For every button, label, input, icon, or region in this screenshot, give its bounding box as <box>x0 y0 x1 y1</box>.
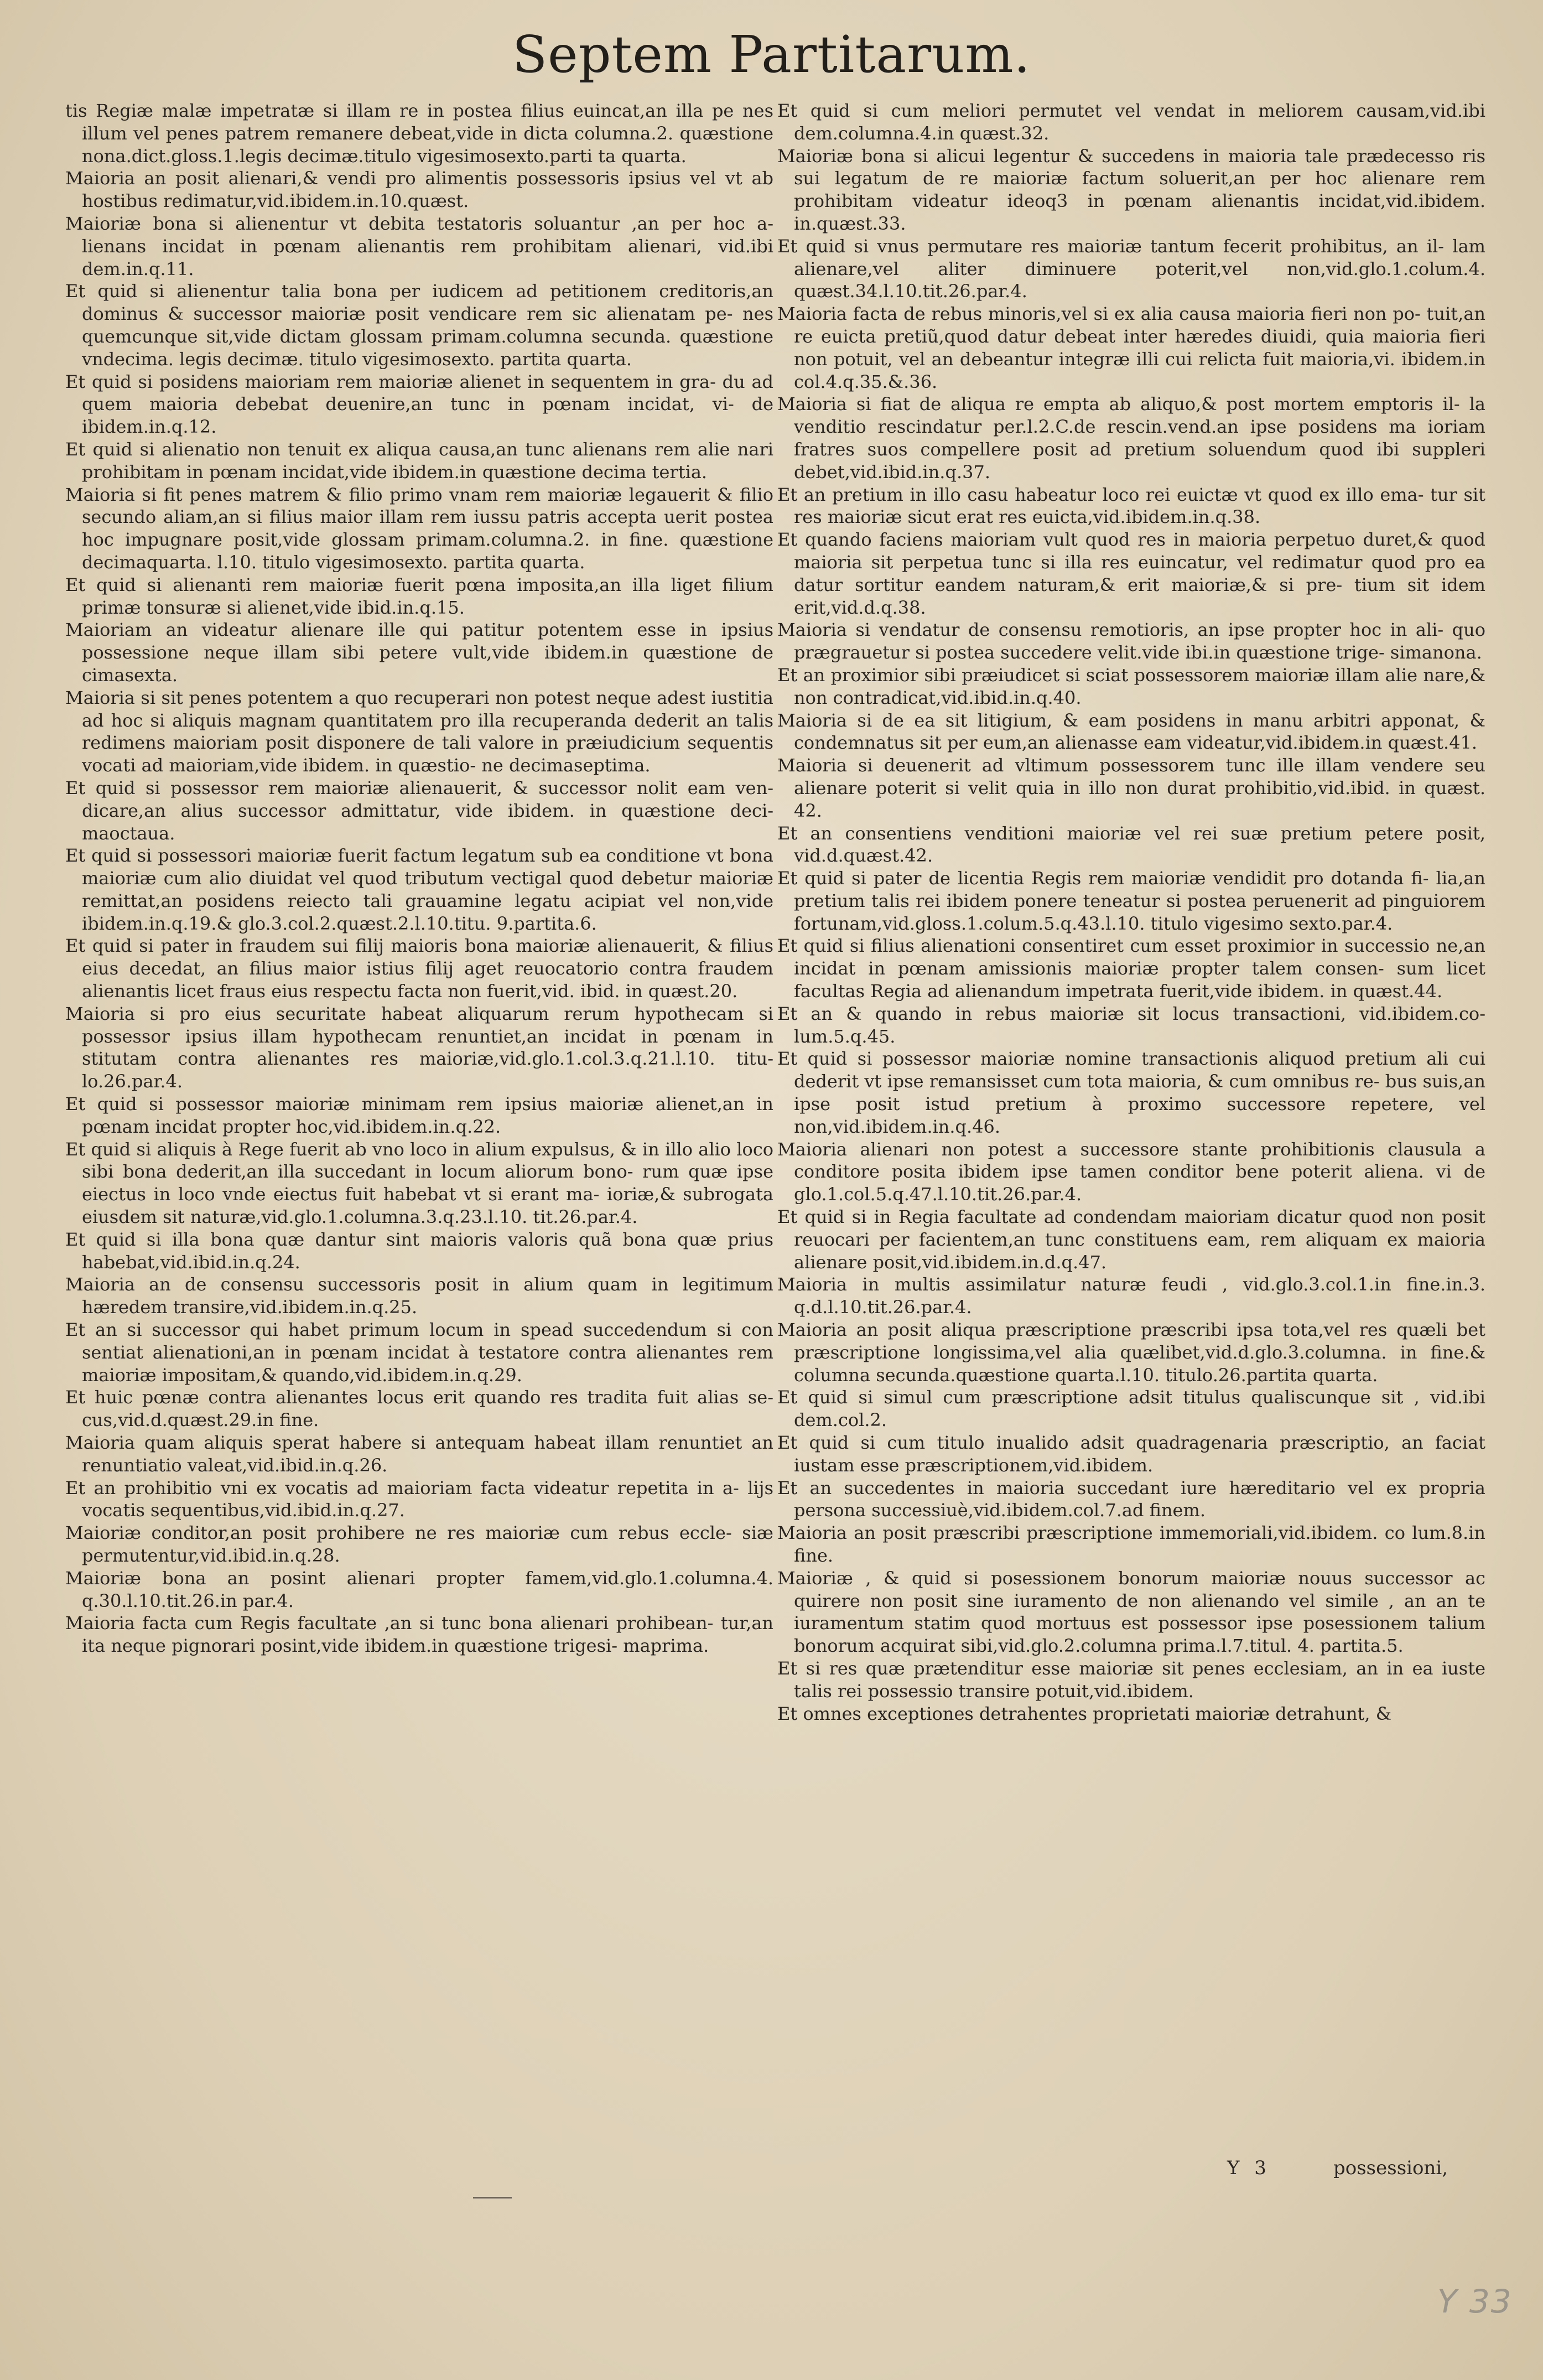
index-entry: Maioria si vendatur de consensu remotioris, an ipse propter hoc in ali- quo prægrauetur si postea succedere velit.vide ibi.in quæstione trige- simanona. <box>777 619 1485 663</box>
index-entry: Et quid si alienentur talia bona per iudicem ad petitionem creditoris,an dominus & successor maioriæ posit vendicare rem sic alienatam pe- nes quemcunque sit,vide dictam glossam primam.columna secunda. quæstione vndecima. legis decimæ. titulo vigesimosexto. partita quarta. <box>65 281 773 370</box>
index-entry: Maioria quam aliquis sperat habere si antequam habeat illam renuntiet an renuntiatio valeat,vid.ibid.in.q.26. <box>65 1432 773 1476</box>
index-entry: Et quid si pater in fraudem sui filij maioris bona maioriæ alienauerit, & filius eius decedat, an filius maior istius filij aget reuocatorio contra fraudem alienantis licet fraus eius respectu facta non fuerit,vid. ibid. in quæst.20. <box>65 935 773 1002</box>
running-title: Septem Partitarum. <box>512 25 1031 84</box>
index-entry: Et quid si pater de licentia Regis rem maioriæ vendidit pro dotanda fi- lia,an pretium talis rei ibidem ponere teneatur si postea peruenerit ad pinguiorem fortunam,vid.gloss.1.colum.5.q.43.l.10. titulo vigesimo sexto.par.4. <box>777 868 1485 934</box>
index-entry: Et omnes exceptiones detrahentes proprietati maioriæ detrahunt, & <box>777 1703 1392 1724</box>
index-entry: Et an si successor qui habet primum locum in spead succedendum si con sentiat alienationi,an in pœnam incidat à testatore contra alienantes rem maioriæ impositam,& quando,vid.ibidem.in.q.29. <box>65 1319 773 1386</box>
index-entry: Maioria in multis assimilatur naturæ feudi , vid.glo.3.col.1.in fine.in.3. q.d.l.10.tit.26.par.4. <box>777 1274 1485 1318</box>
index-entry: Maioria si deuenerit ad vltimum possessorem tunc ille illam vendere seu alienare poterit si velit quia in illo non durat prohibitio,vid.ibid. in quæst. 42. <box>777 755 1485 821</box>
index-entry: Et quid si possessor maioriæ minimam rem ipsius maioriæ alienet,an in pœnam incidat propter hoc,vid.ibidem.in.q.22. <box>65 1093 773 1137</box>
right-column <box>777 100 1485 1725</box>
index-entry: Et quid si possessor maioriæ nomine transactionis aliquod pretium ali cui dederit vt ipse remansisset cum tota maioria, & cum omnibus re- bus suis,an ipse posit istud pretium à proximo successore repetere, vel non,vid.ibidem.in.q.46. <box>777 1048 1485 1137</box>
index-entry: Et quid si aliquis à Rege fuerit ab vno loco in alium expulsus, & in illo alio loco sibi bona dederit,an illa succedant in locum aliorum bono- rum quæ ipse eiectus in loco vnde eiectus fuit habebat vt si erant ma- ioriæ,& subrogata eiusdem sit naturæ,vid.glo.1.columna.3.q.23.l.10. tit.26.par.4. <box>65 1138 773 1228</box>
index-entry: Maioria si fit penes matrem & filio primo vnam rem maioriæ legauerit & filio secundo aliam,an si filius maior illam rem iussu patris accepta uerit postea hoc impugnare posit,vide glossam primam.columna.2. in fine. quæstione decimaquarta. l.10. titulo vigesimosexto. partita quarta. <box>65 484 773 573</box>
index-entry: Maioria si pro eius securitate habeat aliquarum rerum hypothecam si possessor ipsius illam hypothecam renuntiet,an incidat in pœnam in stitutam contra alienantes res maioriæ,vid.glo.1.col.3.q.21.l.10. titu- lo.26.par.4. <box>65 1003 773 1092</box>
index-entry: Maioria an de consensu successoris posit in alium quam in legitimum hæredem transire,vid.ibidem.in.q.25. <box>65 1274 773 1318</box>
index-entry: Et an consentiens venditioni maioriæ vel rei suæ pretium petere posit, vid.d.quæst.42. <box>777 822 1485 867</box>
index-entry: Et quid si possessor rem maioriæ alienauerit, & successor nolit eam ven- dicare,an alius successor admittatur, vide ibidem. in quæstione deci- maoctaua. <box>65 777 773 844</box>
index-entry: Maioria si fiat de aliqua re empta ab aliquo,& post mortem emptoris il- la venditio rescindatur per.l.2.C.de rescin.vend.an ipse posidens ma ioriam fratres suos compellere posit ad pretium soluendum quod ibi suppleri debet,vid.ibid.in.q.37. <box>777 393 1485 483</box>
index-entry: tis Regiæ malæ impetratæ si illam re in postea filius euincat,an illa pe nes illum vel penes patrem remanere debeat,vide in dicta columna.2. quæstione nona.dict.gloss.1.legis decimæ.titulo vigesimosexto.parti ta quarta. <box>65 100 773 167</box>
index-entry: Et si res quæ prætenditur esse maioriæ sit penes ecclesiam, an in ea iuste talis rei possessio transire potuit,vid.ibidem. <box>777 1657 1485 1702</box>
index-entry: Et quid si possessori maioriæ fuerit factum legatum sub ea conditione vt bona maioriæ cum alio diuidat vel quod tributum vectigal quod debetur maioriæ remittat,an posidens reiecto tali grauamine legatu acipiat vel non,vide ibidem.in.q.19.& glo.3.col.2.quæst.2.l.10.titu. 9.partita.6. <box>65 845 773 934</box>
catchword: possessioni, <box>1333 2157 1448 2179</box>
index-entry: Et huic pœnæ contra alienantes locus erit quando res tradita fuit alias se- cus,vid.d.quæst.29.in fine. <box>65 1387 773 1431</box>
index-entry: Maioriæ bona an posint alienari propter famem,vid.glo.1.columna.4. q.30.l.10.tit.26.in par.4. <box>65 1567 773 1611</box>
index-entry: Et quid si in Regia facultate ad condendam maioriam dicatur quod non posit reuocari per facientem,an tunc constituens eam, rem aliquam ex maioria alienare posit,vid.ibidem.in.d.q.47. <box>777 1206 1485 1273</box>
index-entry: Maioria si sit penes potentem a quo recuperari non potest neque adest iustitia ad hoc si aliquis magnam quantitatem pro illa recuperanda dederit an talis redimens maioriam posit disponere de tali valore in præiudicium sequentis vocati ad maioriam,vide ibidem. in quæstio- ne decimaseptima. <box>65 687 773 776</box>
index-entry: Maioriæ conditor,an posit prohibere ne res maioriæ cum rebus eccle- siæ permutentur,vid.ibid.in.q.28. <box>65 1522 773 1566</box>
index-entry: Et quid si alienatio non tenuit ex aliqua causa,an tunc alienans rem alie nari prohibitam in pœnam incidat,vide ibidem.in quæstione decima tertia. <box>65 438 773 483</box>
index-entry: Maioria facta cum Regis facultate ,an si tunc bona alienari prohibean- tur,an ita neque pignorari posint,vide ibidem.in quæstione trigesi- maprima. <box>65 1612 773 1657</box>
index-entry: Et an succedentes in maioria succedant iure hæreditario vel ex propria persona successiuè,vid.ibidem.col.7.ad finem. <box>777 1477 1485 1521</box>
left-column <box>65 100 773 1657</box>
pencil-annotation: Y 33 <box>1437 2283 1513 2320</box>
index-entry: Maioria an posit alienari,& vendi pro alimentis possessoris ipsius vel vt ab hostibus redimatur,vid.ibidem.in.10.quæst. <box>65 168 773 212</box>
index-entry: Et quid si illa bona quæ dantur sint maioris valoris quã bona quæ prius habebat,vid.ibid.in.q.24. <box>65 1228 773 1273</box>
footer-rule <box>473 2197 512 2198</box>
index-entry: Et quid si simul cum præscriptione adsit titulus qualiscunque sit , vid.ibi dem.col.2. <box>777 1387 1485 1431</box>
index-entry: Et quando faciens maioriam vult quod res in maioria perpetuo duret,& quod maioria sit perpetua tunc si illa res euincatur, vel redimatur quod pro ea datur sortitur eandem naturam,& erit maioriæ,& si pre- tium sit idem erit,vid.d.q.38. <box>777 529 1485 618</box>
index-entry: Maioriæ bona si alienentur vt debita testatoris soluantur ,an per hoc a- lienans incidat in pœnam alienantis rem prohibitam alienari, vid.ibi dem.in.q.11. <box>65 212 773 279</box>
index-entry: Et quid si cum titulo inualido adsit quadragenaria præscriptio, an faciat iustam esse præscriptionem,vid.ibidem. <box>777 1432 1485 1476</box>
index-entry: Et an proximior sibi præiudicet si sciat possessorem maioriæ illam alie nare,& non contradicat,vid.ibid.in.q.40. <box>777 664 1485 708</box>
index-entry: Maioriæ , & quid si posessionem bonorum maioriæ nouus successor ac quirere non posit sine iuramento de non alienando vel simile , an an te iuramentum statim quod mortuus est possessor ipse posessionem talium bonorum acquirat sibi,vid.glo.2.columna prima.l.7.titul. 4. partita.5. <box>777 1567 1485 1657</box>
index-entry: Et an pretium in illo casu habeatur loco rei euictæ vt quod ex illo ema- tur sit res maioriæ sicut erat res euicta,vid.ibidem.in.q.38. <box>777 484 1485 528</box>
index-entry: Maioria facta de rebus minoris,vel si ex alia causa maioria fieri non po- tuit,an re euicta pretiũ,quod datur debeat inter hæredes diuidi, quia maioria fieri non potuit, vel an debeantur integræ illi cui relicta fuit maioria,vi. ibidem.in col.4.q.35.&.36. <box>777 303 1485 392</box>
index-entry: Maioriam an videatur alienare ille qui patitur potentem esse in ipsius possessione neque illam sibi petere vult,vide ibidem.in quæstione de cimasexta. <box>65 619 773 686</box>
index-entry: Et quid si vnus permutare res maioriæ tantum fecerit prohibitus, an il- lam alienare,vel aliter diminuere poterit,vel non,vid.glo.1.colum.4. quæst.34.l.10.tit.26.par.4. <box>777 235 1485 302</box>
index-entry: Maioria si de ea sit litigium, & eam posidens in manu arbitri apponat, & condemnatus sit per eum,an alienasse eam videatur,vid.ibidem.in quæst.41. <box>777 709 1485 754</box>
signature-mark: Y 3 <box>1227 2157 1271 2179</box>
index-entry: Et an & quando in rebus maioriæ sit locus transactioni, vid.ibidem.co- lum.5.q.45. <box>777 1003 1485 1047</box>
index-entry: Et quid si filius alienationi consentiret cum esset proximior in successio ne,an incidat in pœnam amissionis maioriæ propter talem consen- sum licet facultas Regia ad alienandum impetrata fuerit,vide ibidem. in quæst.44. <box>777 935 1485 1002</box>
index-entry: Et quid si alienanti rem maioriæ fuerit pœna imposita,an illa liget filium primæ tonsuræ si alienet,vide ibid.in.q.15. <box>65 574 773 618</box>
index-entry: Et quid si cum meliori permutet vel vendat in meliorem causam,vid.ibi dem.columna.4.in quæst.32. <box>777 100 1485 144</box>
index-entry: Maioriæ bona si alicui legentur & succedens in maioria tale prædecesso ris sui legatum de re maioriæ factum soluerit,an per hoc alienare rem prohibitam videatur ideoq3 in pœnam alienantis incidat,vid.ibidem. in.quæst.33. <box>777 145 1485 234</box>
index-entry: Et quid si posidens maioriam rem maioriæ alienet in sequentem in gra- du ad quem maioria debebat deuenire,an tunc in pœnam incidat, vi- de ibidem.in.q.12. <box>65 371 773 438</box>
index-entry: Maioria an posit præscribi præscriptione immemoriali,vid.ibidem. co lum.8.in fine. <box>777 1522 1485 1566</box>
index-entry: Maioria an posit aliqua præscriptione præscribi ipsa tota,vel res quæli bet præscriptione longissima,vel alia quælibet,vid.d.glo.3.columna. in fine.& columna secunda.quæstione quarta.l.10. titulo.26.partita quarta. <box>777 1319 1485 1386</box>
index-entry: Et an prohibitio vni ex vocatis ad maioriam facta videatur repetita in a- lijs vocatis sequentibus,vid.ibid.in.q.27. <box>65 1477 773 1521</box>
index-entry: Maioria alienari non potest a successore stante prohibitionis clausula a conditore posita ibidem ipse tamen conditor bene poterit aliena. vi de glo.1.col.5.q.47.l.10.tit.26.par.4. <box>777 1138 1485 1205</box>
